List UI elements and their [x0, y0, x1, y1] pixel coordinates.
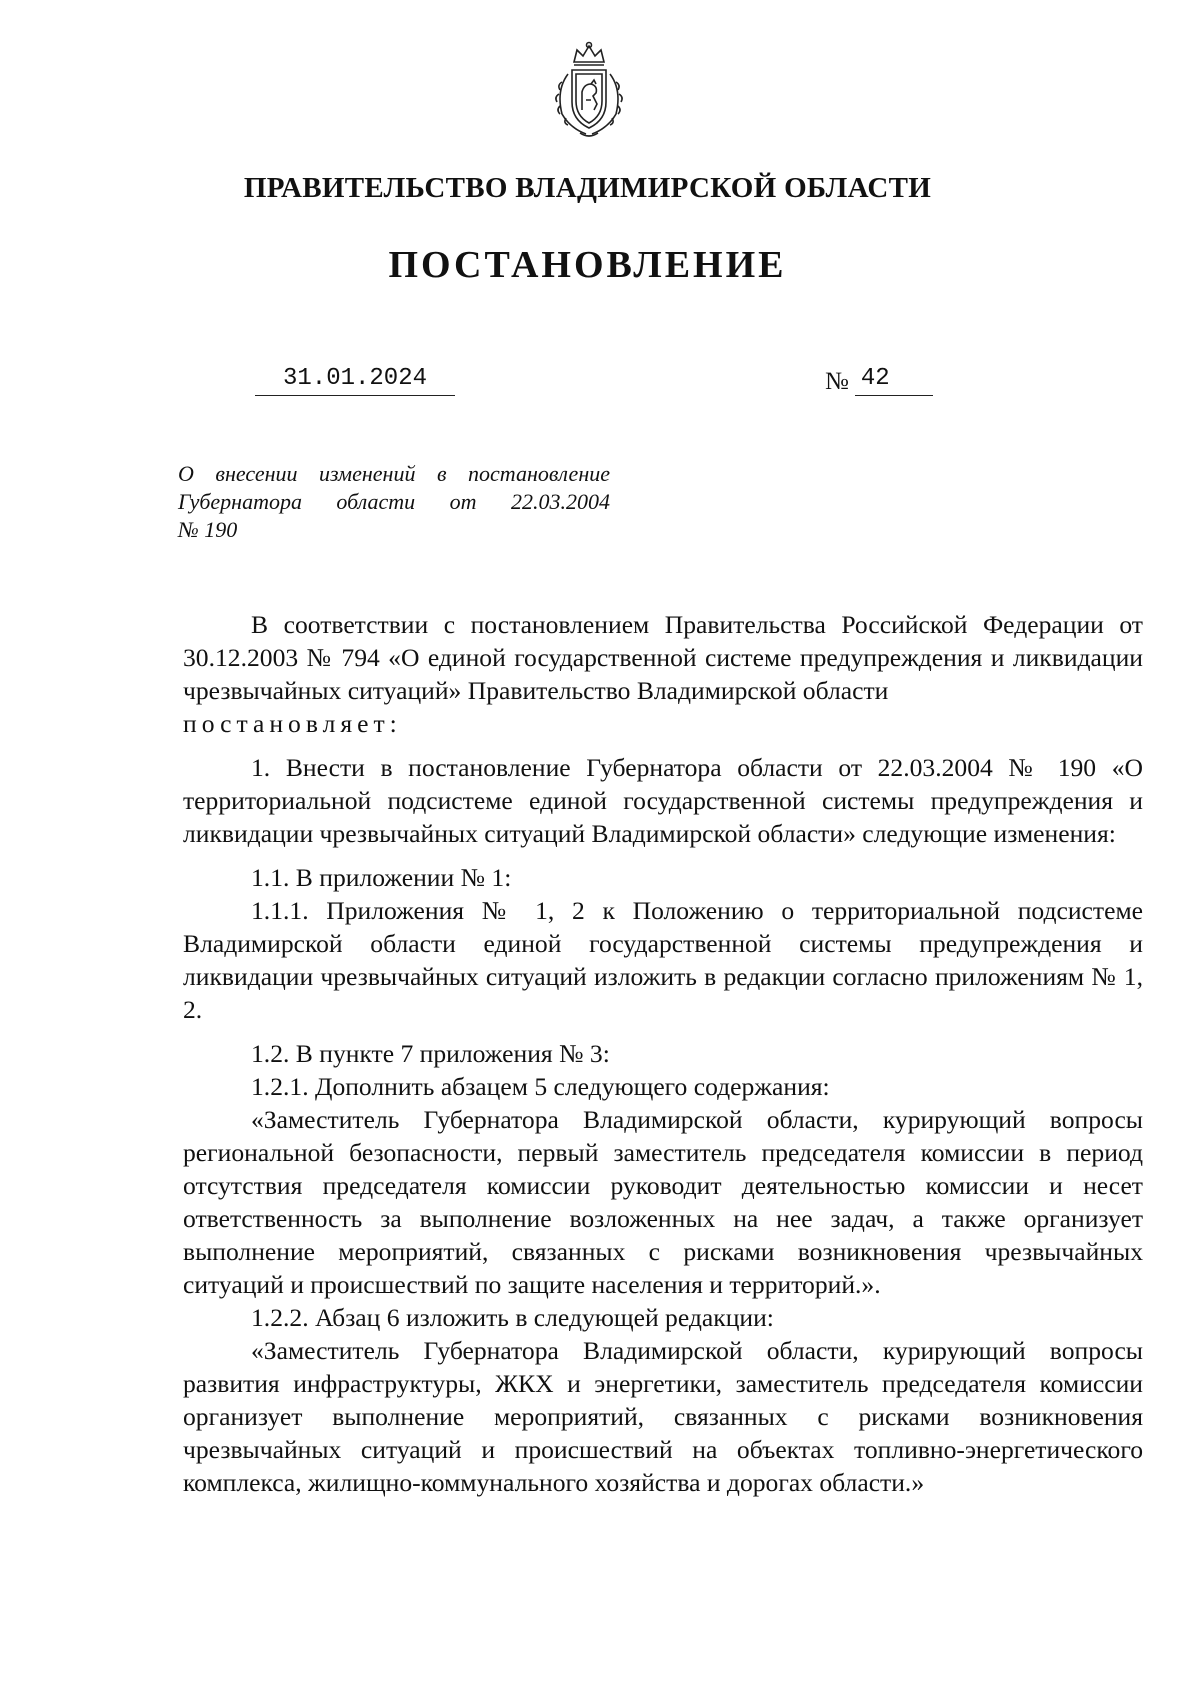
- document-number-block: [825, 363, 933, 396]
- preamble-paragraph: В соответствии с постановлением Правительства Российской Федерации от 30.12.2003 № 794 «О единой государственной системе предупреждения и ликвидации чрезвычайных ситуаций» Правительство Владимирской области: [183, 610, 1143, 705]
- document-body: [183, 608, 1143, 1499]
- document-date: 31.01.2024: [255, 365, 455, 396]
- subject-line-3: № 190: [178, 517, 238, 542]
- quote-1: «Заместитель Губернатора Владимирской области, курирующий вопросы региональной безопасности, первый заместитель председателя комиссии в период отсутствия председателя комиссии руководит деятельностью комиссии и несет ответственность за выполнение возложенных на нее задач, а также организует выполнение мероприятий, связанных с рисками возникновения чрезвычайных ситуаций и происшествий по защите населения и территорий.».: [183, 1105, 1143, 1299]
- subject-line-1: О внесении изменений в постановление: [178, 461, 610, 486]
- organization-title: ПРАВИТЕЛЬСТВО ВЛАДИМИРСКОЙ ОБЛАСТИ: [243, 172, 932, 204]
- paragraph-1-1: 1.1. В приложении № 1:: [251, 863, 512, 892]
- subject-line-2: Губернатора области от 22.03.2004: [178, 489, 610, 514]
- coat-of-arms-icon: [544, 40, 634, 140]
- number-sign: №: [825, 368, 849, 395]
- document-type: ПОСТАНОВЛЕНИЕ: [388, 244, 787, 286]
- paragraph-1-2-1: 1.2.1. Дополнить абзацем 5 следующего содержания:: [251, 1072, 830, 1101]
- paragraph-1-2-2: 1.2.2. Абзац 6 изложить в следующей редакции:: [251, 1303, 774, 1332]
- paragraph-1: 1. Внести в постановление Губернатора области от 22.03.2004 № 190 «О территориальной подсистеме единой государственной системы предупреждения и ликвидации чрезвычайных ситуаций Владимирской области» следующие изменения:: [183, 753, 1143, 848]
- paragraph-1-2: 1.2. В пункте 7 приложения № 3:: [251, 1039, 610, 1068]
- resolves-word: постановляет:: [183, 709, 402, 738]
- paragraph-1-1-1: 1.1.1. Приложения № 1, 2 к Положению о территориальной подсистеме Владимирской области единой государственной системы предупреждения и ликвидации чрезвычайных ситуаций изложить в редакции согласно приложениям № 1, 2.: [183, 896, 1143, 1024]
- quote-2: «Заместитель Губернатора Владимирской области, курирующий вопросы развития инфраструктуры, ЖКХ и энергетики, заместитель председателя комиссии организует выполнение мероприятий, связанных с рисками возникновения чрезвычайных ситуаций и происшествий на объектах топливно-энергетического комплекса, жилищно-коммунального хозяйства и дорогах области.»: [183, 1336, 1143, 1497]
- document-subject: [178, 460, 610, 544]
- document-number: 42: [855, 365, 933, 396]
